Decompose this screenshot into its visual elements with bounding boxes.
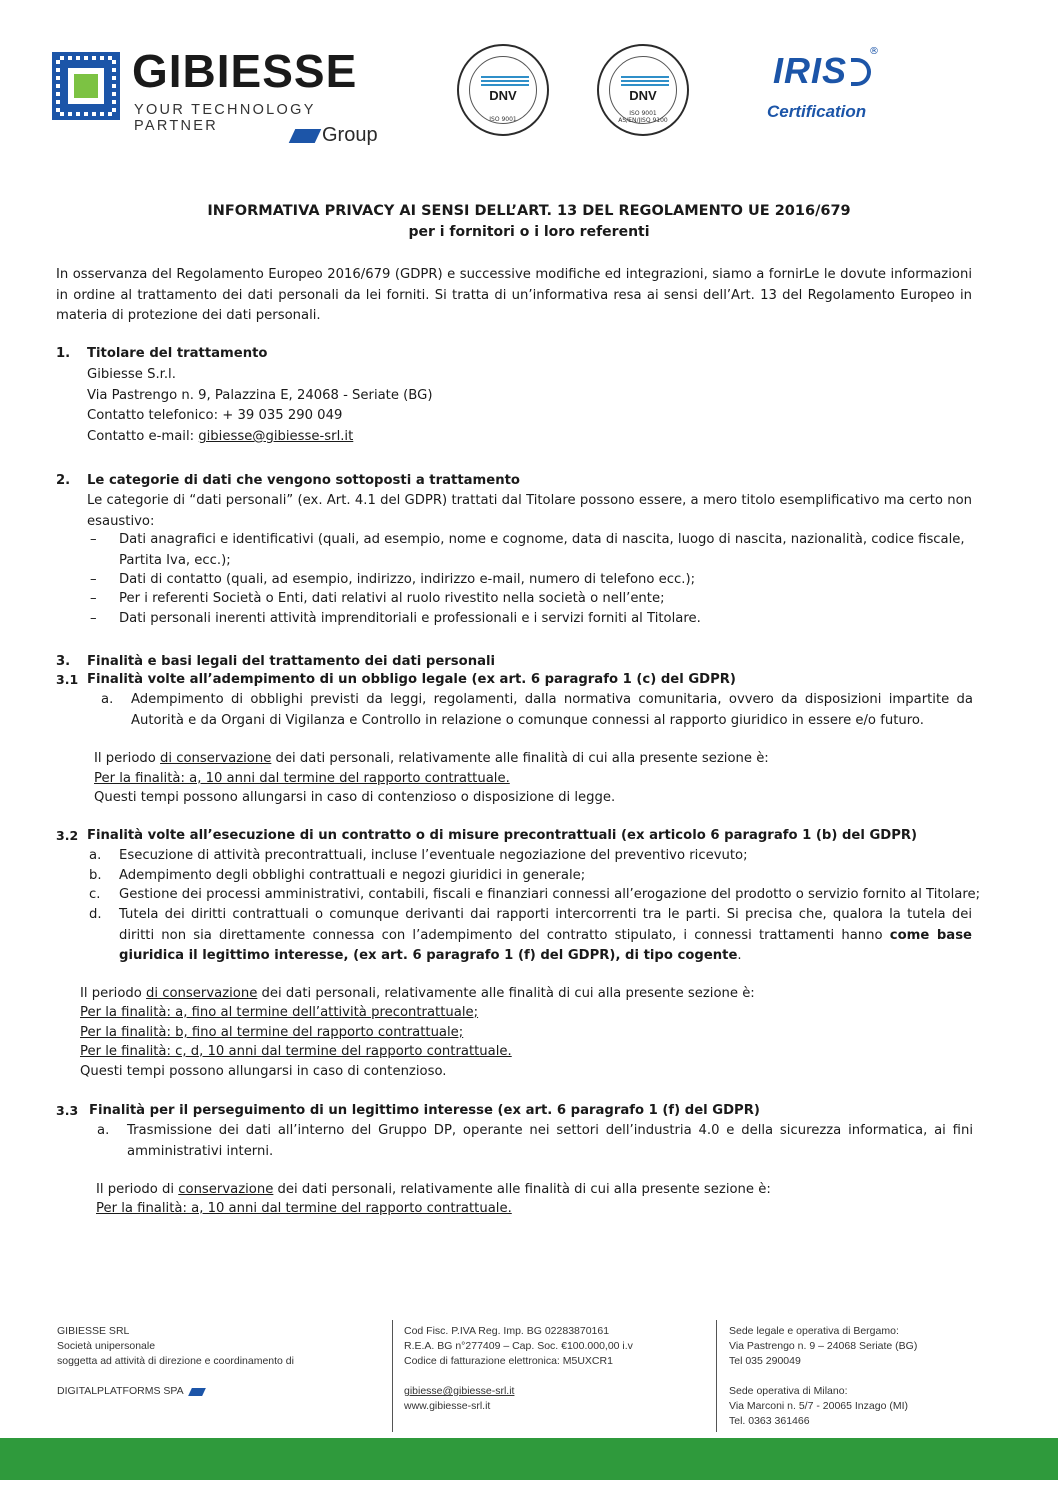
item-text: Esecuzione di attività precontrattuali, incluse l’eventuale negoziazione del preventivo ricevuto; <box>119 848 748 863</box>
bullet-dash: – <box>90 572 97 587</box>
subsection-number: 3.2 <box>56 828 79 843</box>
retention-line: Per la finalità: a, 10 anni dal termine del rapporto contrattuale. <box>94 771 510 786</box>
footer-company <box>57 1324 377 1399</box>
retention-term: di conservazione <box>160 751 272 766</box>
email-label: Contatto e-mail: <box>87 429 199 444</box>
footer-divider <box>716 1320 717 1432</box>
subsection-3-3-heading: Finalità per il perseguimento di un legittimo interesse (ex art. 6 paragrafo 1 (f) del GDPR) <box>89 1103 760 1118</box>
footer-line: Cod Fisc. P.IVA Reg. Imp. BG 02283870161 <box>404 1325 610 1337</box>
dp-group-icon <box>289 129 322 143</box>
iris-word: IRIS <box>773 50 848 91</box>
item-text: Trasmissione dei dati all’interno del Gruppo DP, operante nei settori dell’industria 4.0 e della sicurezza informatica, ai fini amministrativi interni. <box>127 1123 973 1159</box>
controller-address: Via Pastrengo n. 9, Palazzina E, 24068 - Seriate (BG) <box>87 388 433 403</box>
seal-standard-2: AS/EN/JISQ 9100 <box>618 117 668 124</box>
item-d-bold: come base giuridica il legittimo interesse, (ex art. 6 paragrafo 1 (f) del GDPR), di tipo cogente <box>119 927 973 963</box>
controller-email-line <box>87 427 353 448</box>
footer-line: R.E.A. BG n°277409 – Cap. Soc. €100.000,00 i.v <box>404 1340 633 1352</box>
iris-sub: Certification <box>767 102 867 121</box>
intro-paragraph: In osservanza del Regolamento Europeo 2016/679 (GDPR) e successive modifiche ed integrazioni, siamo a fornirLe le dovute informazioni in ordine al trattamento dei dati personali da lei forniti. Si tratta di un’informativa resa ai sensi dell’Art. 13 del Regolamento Europeo in materia di protezione dei dati personali. <box>56 267 972 323</box>
group-label: Group <box>322 124 378 146</box>
footer-divider <box>392 1320 393 1432</box>
brand-name: GIBIESSE <box>132 45 358 97</box>
item-text: Adempimento degli obblighi contrattuali e negozi giuridici in generale; <box>119 868 586 883</box>
company-logo <box>52 44 382 154</box>
retention-pre: Il periodo <box>80 986 147 1001</box>
section-number: 3. <box>56 654 71 669</box>
controller-phone: Contatto telefonico: + 39 035 290 049 <box>87 408 343 423</box>
footer-line: Tel. 0363 361466 <box>729 1415 810 1427</box>
retention-note: Questi tempi possono allungarsi in caso di contenzioso. <box>80 1064 447 1079</box>
seal-mark: DNV <box>489 88 517 103</box>
dnv-lines-icon <box>621 76 669 86</box>
retention-post: dei dati personali, relativamente alle finalità di cui alla presente sezione è: <box>273 1182 771 1197</box>
group-mark <box>292 124 378 147</box>
footer-green-band <box>0 1438 1058 1480</box>
bullet-dash: – <box>90 532 97 547</box>
footer-line: Via Marconi n. 5/7 - 20065 Inzago (MI) <box>729 1400 908 1412</box>
bullet-dash: – <box>90 611 97 626</box>
subsection-number: 3.3 <box>56 1103 79 1118</box>
seal-standard: ISO 9001 <box>629 110 657 117</box>
item-d-text: Tutela dei diritti contrattuali o comunque derivanti dai rapporti intercorrenti tra le parti. Si precisa che, qualora la tutela dei diritti non sia direttamente connessa con l’adempimento del contratto stipulato, i connessi trattamenti hanno <box>119 907 972 943</box>
item-text: Gestione dei processi amministrativi, contabili, fiscali e finanziari connessi all’erogazione del prodotto o servizio fornito al Titolare; <box>119 887 981 902</box>
footer-line: Via Pastrengo n. 9 – 24068 Seriate (BG) <box>729 1340 918 1352</box>
retention-note: Questi tempi possono allungarsi in caso di contenzioso o disposizione di legge. <box>94 790 616 805</box>
item-letter: c. <box>89 887 101 902</box>
footer-line: Tel 035 290049 <box>729 1355 801 1367</box>
dnv-iso9001-seal <box>457 44 549 136</box>
footer-line: DIGITALPLATFORMS SPA <box>57 1385 184 1397</box>
footer-line: Società unipersonale <box>57 1340 156 1352</box>
controller-email-link[interactable]: gibiesse@gibiesse-srl.it <box>198 429 354 444</box>
section-2-heading: Le categorie di dati che vengono sottoposti a trattamento <box>87 473 520 488</box>
retention-intro <box>96 1180 771 1201</box>
iris-registered: ® <box>869 46 879 57</box>
document-title: INFORMATIVA PRIVACY AI SENSI DELL’ART. 13 DEL REGOLAMENTO UE 2016/679 <box>207 203 851 219</box>
brand-tagline: YOUR TECHNOLOGY PARTNER <box>134 102 316 134</box>
subsection-number: 3.1 <box>56 672 79 687</box>
subsection-3-1-heading: Finalità volte all’adempimento di un obbligo legale (ex art. 6 paragrafo 1 (c) del GDPR) <box>87 672 736 687</box>
footer-line: Sede operativa di Milano: <box>729 1385 848 1397</box>
retention-line: Per le finalità: c, d, 10 anni dal termine del rapporto contrattuale. <box>80 1044 512 1059</box>
section-2-text: Le categorie di “dati personali” (ex. Art. 4.1 del GDPR) trattati dal Titolare possono essere, a mero titolo esemplificativo ma certo non esaustivo: <box>87 493 972 529</box>
controller-company: Gibiesse S.r.l. <box>87 367 176 382</box>
footer-line: GIBIESSE SRL <box>57 1325 130 1337</box>
section-number: 2. <box>56 473 71 488</box>
list-item: Dati personali inerenti attività imprenditoriali e professionali e i servizi forniti al Titolare. <box>119 611 701 626</box>
retention-pre: Il periodo <box>94 751 161 766</box>
footer-line: Codice di fatturazione elettronica: M5UXCR1 <box>404 1355 613 1367</box>
list-item: Dati di contatto (quali, ad esempio, indirizzo, indirizzo e-mail, numero di telefono ecc.); <box>119 572 696 587</box>
item-letter: a. <box>97 1123 110 1138</box>
retention-intro <box>94 749 769 770</box>
retention-intro <box>80 984 755 1005</box>
item-letter: d. <box>89 907 102 922</box>
iris-certification-logo <box>765 46 885 130</box>
item-text: Adempimento di obblighi previsti da leggi, regolamenti, dalla normativa comunitaria, ovvero da disposizioni impartite da Autorità e da Organi di Vigilanza e Controllo in relazione o comunque connessi al rapporto giuridico in essere e/o futuro. <box>131 692 973 728</box>
section-3-heading: Finalità e basi legali del trattamento dei dati personali <box>87 654 496 669</box>
footer-email-link[interactable]: gibiesse@gibiesse-srl.it <box>404 1385 515 1397</box>
seal-mark: DNV <box>629 88 657 103</box>
item-text <box>119 905 972 967</box>
retention-post: dei dati personali, relativamente alle finalità di cui alla presente sezione è: <box>257 986 755 1001</box>
item-letter: a. <box>101 692 114 707</box>
document-subtitle: per i fornitori o i loro referenti <box>408 224 650 240</box>
seal-standard: ISO 9001 <box>489 116 517 123</box>
retention-term: conservazione <box>178 1182 274 1197</box>
iris-wave-icon <box>851 58 871 86</box>
retention-post: dei dati personali, relativamente alle finalità di cui alla presente sezione è: <box>271 751 769 766</box>
footer-offices <box>729 1324 1029 1429</box>
item-letter: a. <box>89 848 102 863</box>
footer-website-link[interactable]: www.gibiesse-srl.it <box>404 1400 491 1412</box>
footer-line: soggetta ad attività di direzione e coordinamento di <box>57 1355 294 1367</box>
footer-parent <box>57 1384 377 1399</box>
item-letter: b. <box>89 868 102 883</box>
footer-fiscal <box>404 1324 714 1414</box>
retention-line: Per la finalità: a, 10 anni dal termine del rapporto contrattuale. <box>96 1201 512 1216</box>
dp-group-icon <box>188 1388 206 1396</box>
bullet-dash: – <box>90 591 97 606</box>
list-item: Dati anagrafici e identificativi (quali, ad esempio, nome e cognome, data di nascita, luogo di nascita, nazionalità, codice fiscale, Partita Iva, ecc.); <box>119 532 965 568</box>
retention-line: Per la finalità: b, fino al termine del rapporto contrattuale; <box>80 1025 464 1040</box>
retention-pre: Il periodo di <box>96 1182 179 1197</box>
dnv-lines-icon <box>481 76 529 86</box>
list-item: Per i referenti Società o Enti, dati relativi al ruolo rivestito nella società o nell’ente; <box>119 591 665 606</box>
dnv-as9100-seal <box>597 44 689 136</box>
footer-line: Sede legale e operativa di Bergamo: <box>729 1325 899 1337</box>
section-1-heading: Titolare del trattamento <box>87 346 268 361</box>
retention-term: di conservazione <box>146 986 258 1001</box>
item-d-end: . <box>737 948 742 963</box>
retention-line: Per la finalità: a, fino al termine dell’attività precontrattuale; <box>80 1005 479 1020</box>
section-number: 1. <box>56 346 71 361</box>
subsection-3-2-heading: Finalità volte all’esecuzione di un contratto o di misure precontrattuali (ex articolo 6 paragrafo 1 (b) del GDPR) <box>87 828 918 843</box>
logo-chip-icon <box>52 52 120 120</box>
